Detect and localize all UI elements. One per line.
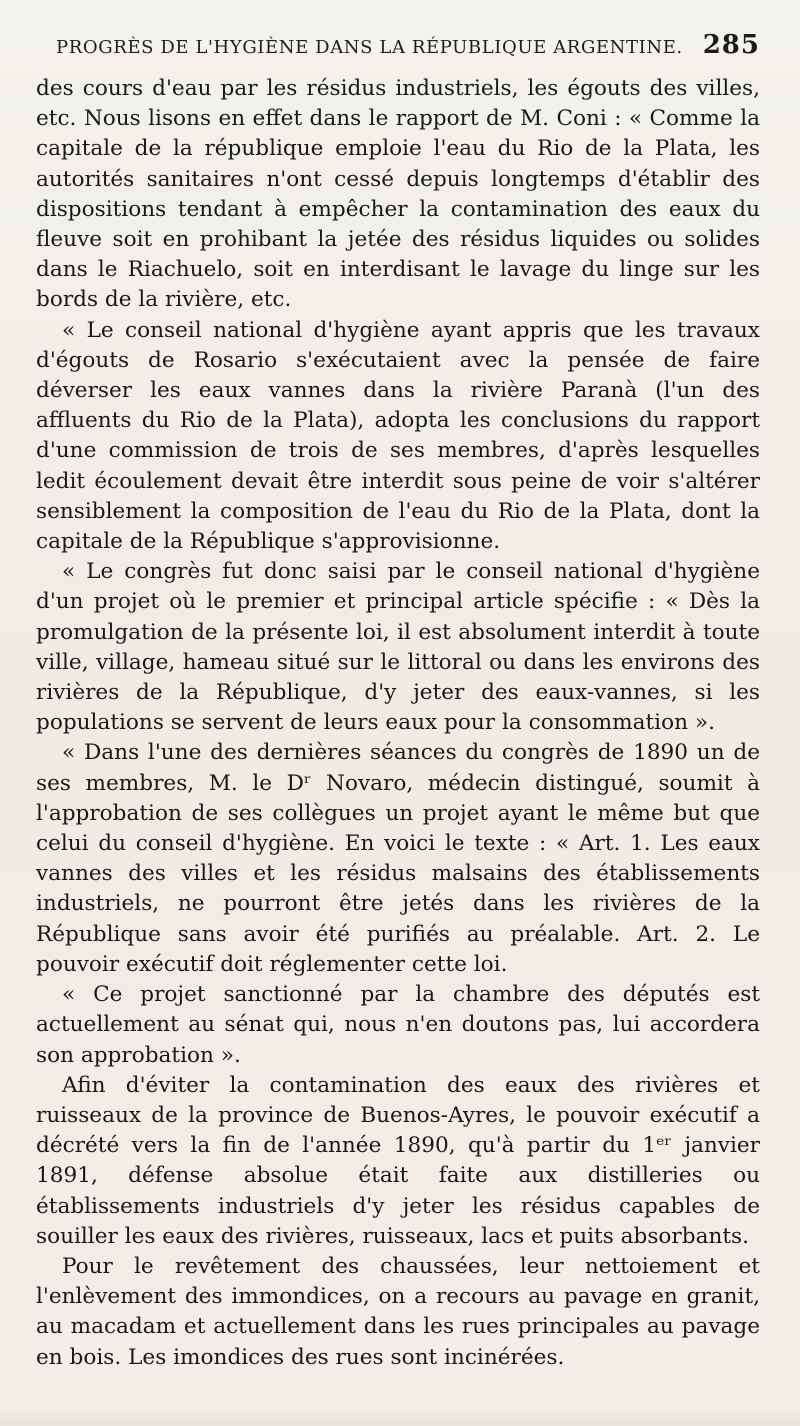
paragraph-4: « Dans l'une des dernières séances du congrès de 1890 un de ses membres, M. le Dʳ Novaro, médecin distingué, soumit à l'approbation de ses collègues un projet ayant le même but que celui du conseil d'hygiène. En voici le texte : « Art. 1. Les eaux vannes des villes et les résidus malsains des établissements industriels, ne pourront être jetés dans les rivières de la République sans avoir été purifiés au préalable. Art. 2. Le pouvoir exécutif doit réglementer cette loi. <box>36 740 760 977</box>
paragraph-7: Pour le revêtement des chaussées, leur nettoiement et l'enlèvement des immondices, on a recours au pavage en granit, au macadam et actuellement dans les rues principales au pavage en bois. Les imondices des rues sont incinérées. <box>36 1253 760 1370</box>
paragraph-5: « Ce projet sanctionné par la chambre des députés est actuellement au sénat qui, nous n'en doutons pas, lui accordera son approbation ». <box>36 982 760 1068</box>
paragraph-1: des cours d'eau par les résidus industriels, les égouts des villes, etc. Nous lisons en effet dans le rapport de M. Coni : « Comme la capitale de la république emploie l'eau du Rio de la Plata, les autorités sanitaires n'ont cessé depuis longtemps d'établir des dispositions tendant à empêcher la contamination des eaux du fleuve soit en prohibant la jetée des résidus liquides ou solides dans le Riachuelo, soit en interdisant le lavage du linge sur les bords de la rivière, etc. <box>36 76 760 313</box>
running-header <box>36 30 760 74</box>
running-title: PROGRÈS DE L'HYGIÈNE DANS LA RÉPUBLIQUE ARGENTINE. <box>56 37 683 58</box>
page-number: 285 <box>702 30 760 60</box>
paragraph-2: « Le conseil national d'hygiène ayant appris que les travaux d'égouts de Rosario s'exécutaient avec la pensée de faire déverser les eaux vannes dans la rivière Paranà (l'un des affluents du Rio de la Plata), adopta les conclusions du rapport d'une commission de trois de ses membres, d'après lesquelles ledit écoulement devait être interdit sous peine de voir s'altérer sensiblement la composition de l'eau du Rio de la Plata, dont la capitale de la République s'approvisionne. <box>36 317 760 555</box>
paragraph-3: « Le congrès fut donc saisi par le conseil national d'hygiène d'un projet où le premier et principal article spécifie : « Dès la promulgation de la présente loi, il est absolument interdit à toute ville, village, hameau situé sur le littoral ou dans les environs des rivières de la République, d'y jeter des eaux-vannes, si les populations se servent de leurs eaux pour la consommation ». <box>36 559 760 736</box>
body-text <box>36 74 760 1373</box>
page-edge-shadow <box>0 1406 800 1426</box>
paragraph-6: Afin d'éviter la contamination des eaux des rivières et ruisseaux de la province de Buenos-Ayres, le pouvoir exécutif a décrété vers la fin de l'année 1890, qu'à partir du 1ᵉʳ janvier 1891, défense absolue était faite aux distilleries ou établissements industriels d'y jeter les résidus capables de souiller les eaux des rivières, ruisseaux, lacs et puits absorbants. <box>36 1072 760 1249</box>
